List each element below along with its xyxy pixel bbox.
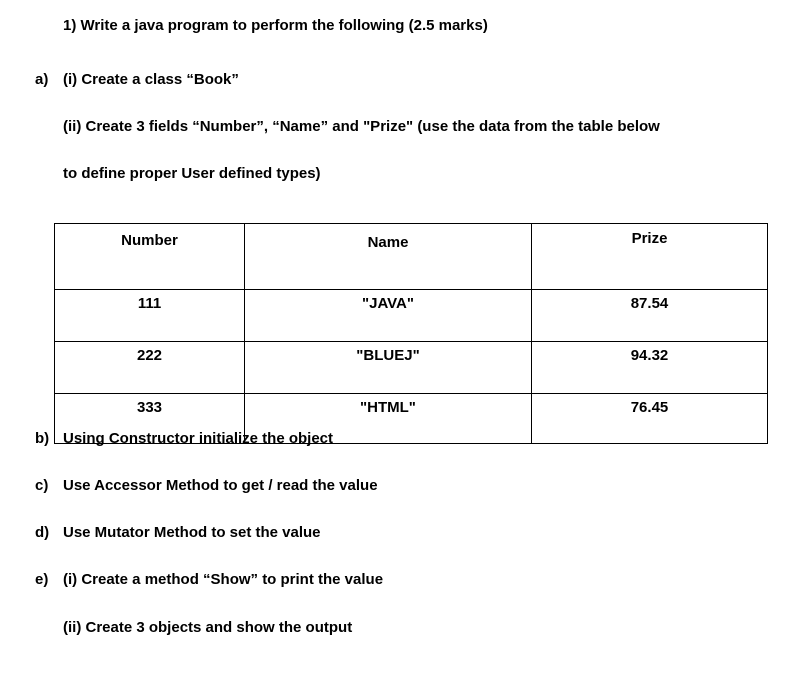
- question-title: 1) Write a java program to perform the following (2.5 marks): [63, 17, 488, 34]
- part-e: [35, 570, 383, 590]
- part-d-marker: d): [35, 524, 50, 541]
- cell-prize: 94.32: [532, 342, 768, 394]
- part-a: [35, 70, 239, 90]
- table-row: [55, 342, 768, 394]
- table-header-row: [55, 224, 768, 290]
- part-b-text: Using Constructor initialize the object: [63, 430, 334, 447]
- part-e-line-2: (ii) Create 3 objects and show the output: [63, 619, 353, 636]
- cell-number: 111: [55, 290, 245, 342]
- part-a-marker: a): [35, 71, 49, 88]
- cell-prize: 87.54: [532, 290, 768, 342]
- cell-name: "BLUEJ": [245, 342, 532, 394]
- part-e-line-1: (i) Create a method “Show” to print the value: [63, 571, 384, 588]
- book-data-table: [54, 223, 768, 444]
- part-a-line-1: (i) Create a class “Book”: [63, 71, 239, 88]
- cell-prize: 76.45: [532, 394, 768, 444]
- part-d: [35, 523, 321, 543]
- part-a-line-2: (ii) Create 3 fields “Number”, “Name” and "Prize" (use the data from the table below: [63, 118, 660, 135]
- part-b: [35, 429, 333, 449]
- cell-number: 333: [55, 394, 245, 444]
- part-c-text: Use Accessor Method to get / read the value: [63, 477, 378, 494]
- header-number: Number: [55, 224, 245, 290]
- cell-number: 222: [55, 342, 245, 394]
- part-c-marker: c): [35, 477, 49, 494]
- part-b-marker: b): [35, 430, 50, 447]
- part-d-text: Use Mutator Method to set the value: [63, 524, 321, 541]
- cell-name: "HTML": [245, 394, 532, 444]
- cell-name: "JAVA": [245, 290, 532, 342]
- header-name: Name: [245, 224, 532, 290]
- table-row: [55, 290, 768, 342]
- header-prize: Prize: [532, 224, 768, 290]
- part-e-marker: e): [35, 571, 49, 588]
- part-c: [35, 476, 378, 496]
- part-a-line-3: to define proper User defined types): [63, 165, 321, 182]
